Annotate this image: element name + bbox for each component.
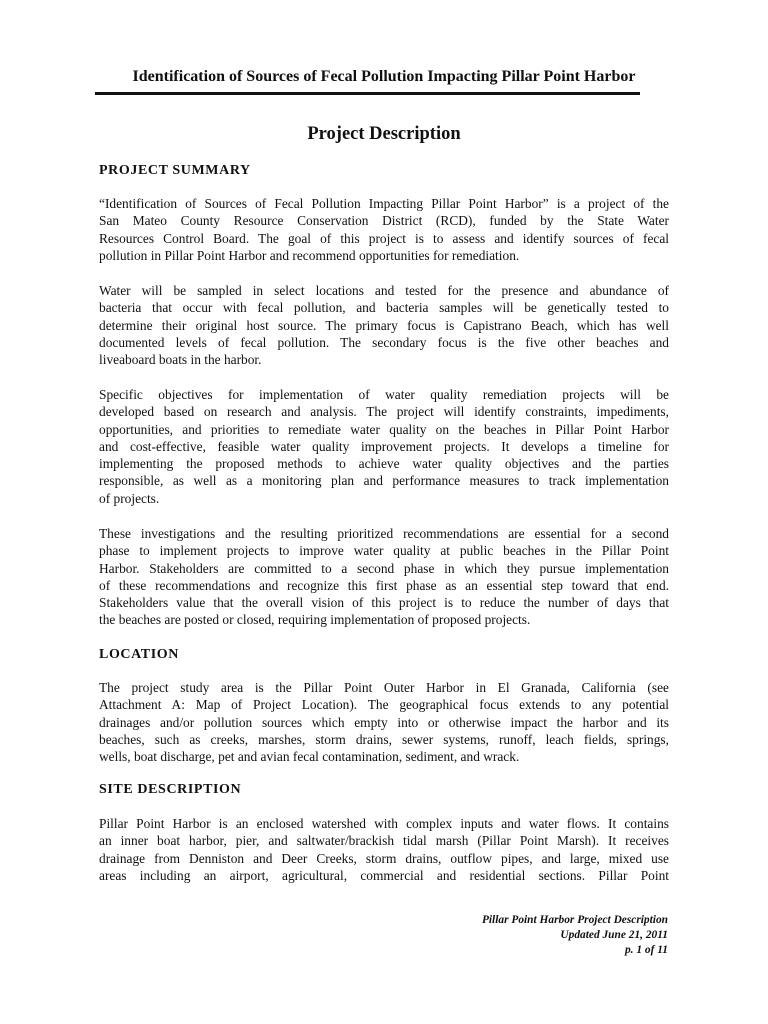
section-heading-location: LOCATION — [99, 647, 179, 662]
section-heading-site-description: SITE DESCRIPTION — [99, 782, 242, 797]
text-line: Harbor. Stakeholders are committed to a second phase in which they pursue implementation — [99, 560, 669, 576]
text-line: determine their original host source. The primary focus is Capistrano Beach, which has well — [99, 317, 669, 333]
text-line: drainage from Denniston and Deer Creeks, storm drains, outflow pipes, and large, mixed use — [99, 850, 669, 866]
text-line: liveaboard boats in the harbor. — [99, 352, 262, 368]
text-line: documented levels of fecal pollution. The secondary focus is the five other beaches and — [99, 334, 669, 350]
text-line: Water will be sampled in select locations and tested for the presence and abundance of — [99, 283, 669, 298]
header-rule — [95, 92, 640, 95]
text-line: pollution in Pillar Point Harbor and recommend opportunities for remediation. — [99, 247, 520, 263]
paragraph — [99, 282, 669, 368]
text-line: beaches, such as creeks, marshes, storm drains, sewer systems, runoff, leach fields, springs, — [99, 731, 669, 747]
text-line: These investigations and the resulting prioritized recommendations are essential for a second — [99, 526, 669, 541]
text-line: implementing the proposed methods to achieve water quality objectives and the parties — [99, 456, 669, 472]
text-line: responsible, as well as a monitoring plan and performance measures to track implementation — [99, 473, 669, 489]
text-line: of projects. — [99, 490, 160, 506]
text-line: Stakeholders value that the overall vision of this project is to reduce the number of days that — [99, 595, 669, 611]
text-line: phase to implement projects to improve water quality at public beaches in the Pillar Point — [99, 543, 669, 559]
text-line: and cost-effective, feasible water quality improvement projects. It develops a timeline for — [99, 438, 669, 454]
page-title: Project Description — [307, 124, 461, 144]
paragraph — [99, 525, 669, 629]
paragraph — [99, 815, 669, 884]
text-line: of these recommendations and recognize this first phase as an essential step toward that end. — [99, 577, 669, 593]
text-line: wells, boat discharge, pet and avian fecal contamination, sediment, and wrack. — [99, 749, 520, 765]
footer-page-number: p. 1 of 11 — [624, 944, 668, 956]
text-line: The project study area is the Pillar Point Outer Harbor in El Granada, California (see — [99, 680, 669, 695]
footer-document-name: Pillar Point Harbor Project Description — [481, 914, 668, 926]
paragraph — [99, 195, 669, 264]
text-line: areas including an airport, agricultural, commercial and residential sections. Pillar Point — [99, 867, 669, 883]
text-line: bacteria that occur with fecal pollution, and bacteria samples will be genetically tested to — [99, 300, 669, 316]
footer-updated-date: Updated June 21, 2011 — [560, 929, 668, 941]
text-line: San Mateo County Resource Conservation District (RCD), funded by the State Water — [99, 213, 669, 229]
text-line: drainages and/or pollution sources which empty into or otherwise impact the harbor and its — [99, 714, 669, 730]
section-heading-project-summary: PROJECT SUMMARY — [99, 163, 251, 178]
document-header-title: Identification of Sources of Fecal Pollution Impacting Pillar Point Harbor — [132, 68, 636, 85]
text-line: Resources Control Board. The goal of this project is to assess and identify sources of fecal — [99, 230, 669, 246]
text-line: Pillar Point Harbor is an enclosed watershed with complex inputs and water flows. It contains — [99, 816, 669, 831]
text-line: Specific objectives for implementation of water quality remediation projects will be — [99, 387, 669, 402]
page-footer — [482, 913, 668, 958]
text-line: opportunities, and priorities to remediate water quality on the beaches in Pillar Point Harbor — [99, 421, 669, 437]
paragraph — [99, 386, 669, 507]
text-line: developed based on research and analysis. The project will identify constraints, impediments, — [99, 404, 669, 420]
text-line: Attachment A: Map of Project Location). The geographical focus extends to any potential — [99, 697, 669, 713]
text-line: an inner boat harbor, pier, and saltwater/brackish tidal marsh (Pillar Point Marsh). It receives — [99, 833, 669, 849]
paragraph — [99, 679, 669, 765]
text-line: the beaches are posted or closed, requiring implementation of proposed projects. — [99, 612, 531, 628]
text-line: “Identification of Sources of Fecal Pollution Impacting Pillar Point Harbor” is a project of the — [99, 196, 669, 211]
